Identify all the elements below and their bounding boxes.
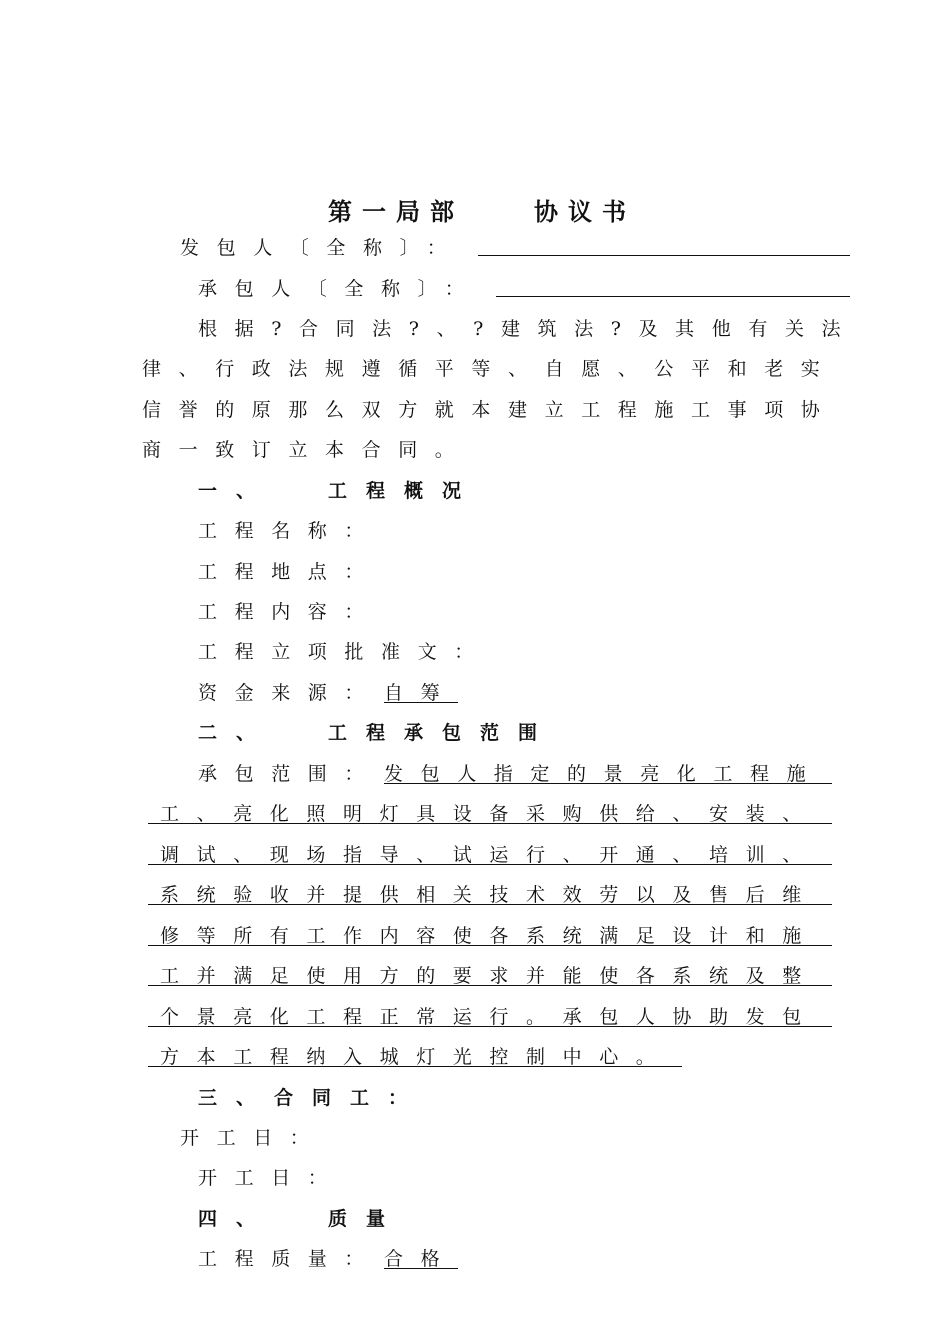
scope-underline-6 bbox=[148, 985, 832, 986]
section-3-heading: 三、合同工： bbox=[198, 1087, 427, 1109]
scope-underline-3 bbox=[148, 864, 832, 865]
contractor-line: 承包人〔全称〕： bbox=[198, 278, 482, 300]
section-2-number: 二、 bbox=[198, 722, 275, 744]
scope-line-8: 方本工程纳入城灯光控制中心。 bbox=[160, 1046, 673, 1068]
project-location: 工程地点： bbox=[198, 561, 382, 583]
employer-blank bbox=[478, 255, 850, 256]
section-4-title: 质量 bbox=[328, 1208, 405, 1230]
section-2-title: 工程承包范围 bbox=[328, 722, 557, 744]
scope-underline-5 bbox=[148, 945, 832, 946]
scope-underline-2 bbox=[148, 823, 832, 824]
intro-line-3: 信誉的原那么双方就本建立工程施工事项协 bbox=[142, 399, 838, 421]
project-content: 工程内容： bbox=[198, 601, 382, 623]
section-1-number: 一、 bbox=[198, 480, 275, 502]
funding-value: 自筹 bbox=[384, 682, 458, 704]
intro-line-2: 律、行政法规遵循平等、自愿、公平和老实 bbox=[142, 358, 838, 380]
section-1-title: 工程概况 bbox=[328, 480, 481, 502]
quality-label: 工程质量： bbox=[198, 1248, 382, 1270]
employer-line: 发包人〔全称〕： bbox=[180, 237, 464, 259]
start-date-1: 开工日： bbox=[180, 1127, 327, 1149]
section-4-number: 四、 bbox=[198, 1208, 275, 1230]
scope-underline-1 bbox=[384, 783, 832, 784]
scope-line-6: 工并满足使用方的要求并能使各系统及整 bbox=[160, 965, 819, 987]
scope-line-7: 个景亮化工程正常运行。承包人协助发包 bbox=[160, 1006, 819, 1028]
scope-line-4: 系统验收并提供相关技术效劳以及售后维 bbox=[160, 884, 819, 906]
quality-value: 合格 bbox=[384, 1248, 458, 1270]
contractor-blank bbox=[496, 296, 850, 297]
scope-line-1: 发包人指定的景亮化工程施 bbox=[384, 763, 824, 785]
intro-line-4: 商一致订立本合同。 bbox=[142, 439, 472, 461]
project-approval: 工程立项批准文： bbox=[198, 641, 491, 663]
quality-underline bbox=[384, 1268, 458, 1269]
document-title bbox=[328, 192, 636, 227]
scope-label: 承包范围： bbox=[198, 763, 382, 785]
scope-line-5: 修等所有工作内容使各系统满足设计和施 bbox=[160, 925, 819, 947]
title-main: 协议书 bbox=[534, 198, 636, 226]
scope-line-3: 调试、现场指导、试运行、开通、培训、 bbox=[160, 844, 819, 866]
project-name: 工程名称： bbox=[198, 520, 382, 542]
scope-underline-7 bbox=[148, 1026, 832, 1027]
intro-line-1: 根据?合同法?、?建筑法?及其他有关法 bbox=[198, 318, 859, 340]
start-date-2: 开工日： bbox=[198, 1167, 345, 1189]
funding-label: 资金来源： bbox=[198, 682, 382, 704]
title-part: 第一局部 bbox=[328, 198, 464, 226]
scope-line-2: 工、亮化照明灯具设备采购供给、安装、 bbox=[160, 803, 819, 825]
scope-underline-4 bbox=[148, 904, 832, 905]
scope-underline-8 bbox=[148, 1066, 682, 1067]
funding-underline bbox=[384, 702, 458, 703]
